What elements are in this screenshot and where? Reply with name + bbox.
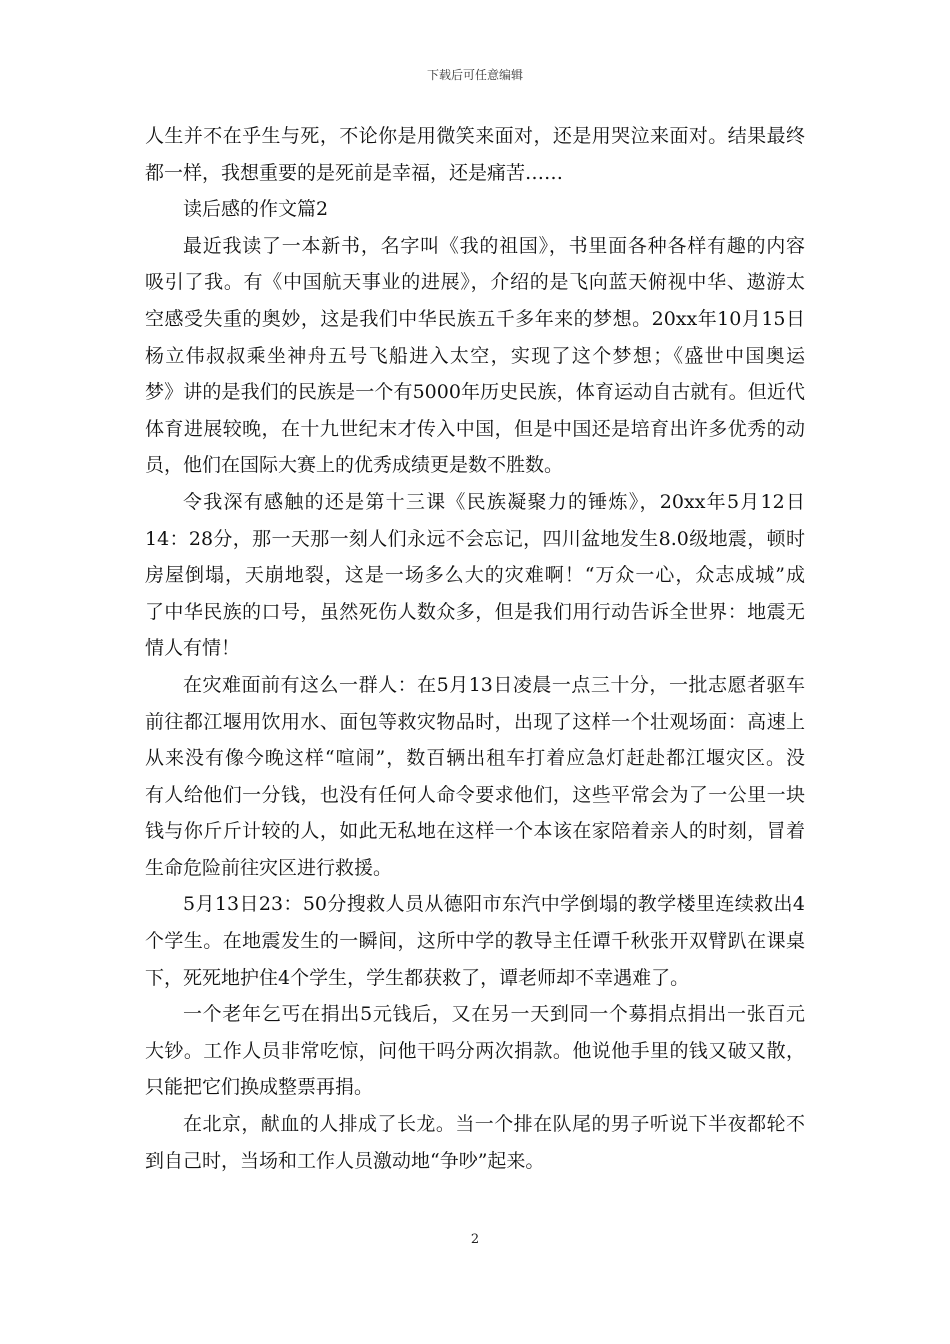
paragraph-3 xyxy=(145,484,805,667)
text-line: 杨立伟叔叔乘坐神舟五号飞船进入太空，实现了这个梦想；《盛世中国奥运 xyxy=(145,344,805,367)
paragraph-7 xyxy=(145,1106,805,1179)
text-line: 5月13日23：50分搜救人员从德阳市东汽中学倒塌的教学楼里连续救出4 xyxy=(183,893,805,916)
text-line: 大钞。工作人员非常吃惊，问他干吗分两次捐款。他说他手里的钱又破又散， xyxy=(145,1039,805,1062)
text-line: 一个老年乞丐在捐出5元钱后，又在另一天到同一个募捐点捐出一张百元 xyxy=(183,1003,805,1026)
text-line: 下，死死地护住4个学生，学生都获救了，谭老师却不幸遇难了。 xyxy=(145,966,690,989)
text-line: 了中华民族的口号，虽然死伤人数众多，但是我们用行动告诉全世界：地震无 xyxy=(145,600,805,623)
paragraph-6 xyxy=(145,996,805,1106)
text-line: 最近我读了一本新书，名字叫《我的祖国》，书里面各种各样有趣的内容 xyxy=(183,234,805,257)
text-line: 在北京，献血的人排成了长龙。当一个排在队尾的男子听说下半夜都轮不 xyxy=(183,1113,805,1136)
text-line: 14：28分，那一天那一刻人们永远不会忘记，四川盆地发生8.0级地震，顿时 xyxy=(145,527,805,550)
page-number: 2 xyxy=(470,1232,480,1247)
text-line: 梦》讲的是我们的民族是一个有5000年历史民族，体育运动自古就有。但近代 xyxy=(145,381,805,404)
text-line: 员，他们在国际大赛上的优秀成绩更是数不胜数。 xyxy=(145,454,564,477)
text-line: 在灾难面前有这么一群人：在5月13日凌晨一点三十分，一批志愿者驱车 xyxy=(183,673,805,696)
text-line: 人生并不在乎生与死，不论你是用微笑来面对，还是用哭泣来面对。结果最终 xyxy=(145,125,805,147)
page-header: 下载后可任意编辑 xyxy=(426,68,523,82)
text-line: 体育进展较晚，在十九世纪末才传入中国，但是中国还是培育出许多优秀的动 xyxy=(145,417,805,440)
paragraph-5 xyxy=(145,886,805,996)
text-line: 生命危险前往灾区进行救援。 xyxy=(145,856,393,879)
text-line: 房屋倒塌，天崩地裂，这是一场多么大的灾难啊！“万众一心，众志成城”成 xyxy=(145,564,805,587)
text-line: 到自己时，当场和工作人员激动地“争吵”起来。 xyxy=(145,1149,545,1172)
text-line: 只能把它们换成整票再捐。 xyxy=(145,1076,374,1099)
paragraph-4 xyxy=(145,667,805,887)
text-line: 令我深有感触的还是第十三课《民族凝聚力的锤炼》，20xx年5月12日 xyxy=(183,490,805,513)
text-line: 个学生。在地震发生的一瞬间，这所中学的教导主任谭千秋张开双臂趴在课桌 xyxy=(145,930,805,953)
text-line: 前往都江堰用饮用水、面包等救灾物品时，出现了这样一个壮观场面：高速上 xyxy=(145,710,805,733)
text-line: 都一样，我想重要的是死前是幸福，还是痛苦…… xyxy=(145,161,564,184)
paragraph-2 xyxy=(145,228,805,484)
text-line: 钱与你斤斤计较的人，如此无私地在这样一个本该在家陪着亲人的时刻，冒着 xyxy=(145,820,805,843)
section-heading: 读后感的作文篇2 xyxy=(183,198,329,221)
document-body xyxy=(145,118,805,1179)
text-line: 吸引了我。有《中国航天事业的进展》，介绍的是飞向蓝天俯视中华、遨游太 xyxy=(145,271,805,294)
text-line: 从来没有像今晚这样“喧闹”，数百辆出租车打着应急灯赶赴都江堰灾区。没 xyxy=(145,747,805,770)
text-line: 情人有情！ xyxy=(145,637,241,660)
text-line: 有人给他们一分钱，也没有任何人命令要求他们，这些平常会为了一公里一块 xyxy=(145,783,805,806)
paragraph-1 xyxy=(145,118,805,191)
text-line: 空感受失重的奥妙，这是我们中华民族五千多年来的梦想。20xx年10月15日 xyxy=(145,307,805,330)
